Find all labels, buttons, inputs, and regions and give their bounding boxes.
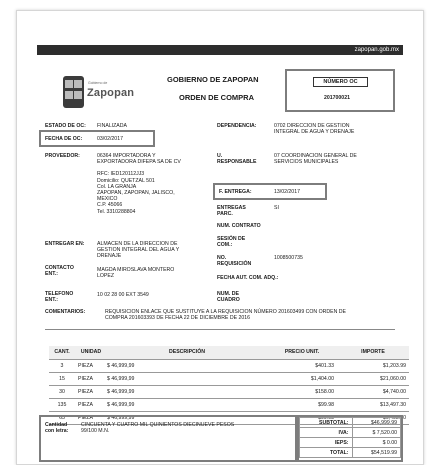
telefono-label: TELEFONO ENT.: <box>45 291 74 304</box>
cell-unidad: PIEZA <box>75 411 107 424</box>
totals-box <box>297 415 403 462</box>
totals-row <box>300 438 401 448</box>
total-label: TOTAL: <box>300 448 353 458</box>
table-row <box>49 385 409 398</box>
entregar-value: ALMACEN DE LA DIRECCION DE GESTION INTEGRAL DEL AGUA Y DRENAJE <box>97 241 180 260</box>
estado-label: ESTADO DE OC: <box>45 123 86 129</box>
fecha-label: FECHA DE OC: <box>45 136 83 142</box>
col-cantidad: CANT. <box>49 346 75 359</box>
estado-value: FINALIZADA <box>97 123 127 129</box>
iva-value: $ 7,520.00 <box>352 428 400 438</box>
cell-descripcion: $ 46,999,99 <box>107 359 267 372</box>
comentarios-value: REQUISICION ENLACE QUE SUSTITUYE A LA REQUISICION NÚMERO 201603499 CON ORDEN DE COMPRA 201603393 DE FECHA 22 DE DICIEMBRE DE 2016 <box>105 309 346 322</box>
cell-importe: $13,497.30 <box>337 398 409 411</box>
cell-cant: 135 <box>49 398 75 411</box>
cell-precio: $401.33 <box>267 359 337 372</box>
order-number-value: 201700021 <box>324 95 350 101</box>
logo-small-text: Gobierno de <box>88 81 108 85</box>
gov-title: GOBIERNO DE ZAPOPAN <box>167 75 259 84</box>
cell-descripcion: $ 46,999,99 <box>107 398 267 411</box>
parc-label: ENTREGAS PARC. <box>217 205 246 218</box>
coat-of-arms-icon <box>63 76 84 108</box>
subtotal-label: SUBTOTAL: <box>300 418 353 428</box>
fecha-aut-label: FECHA AUT. COM. ADQ.: <box>217 275 279 281</box>
dependencia-label: DEPENDENCIA: <box>217 123 257 129</box>
zapopan-logo <box>55 69 135 119</box>
logo-big-text: Zapopan <box>87 87 135 99</box>
cell-cant: 65 <box>49 411 75 424</box>
totals-row <box>300 448 401 458</box>
entrega-label: F. ENTREGA: <box>219 189 252 195</box>
cell-unidad: PIEZA <box>75 385 107 398</box>
responsable-value: 07 COORDINACION GENERAL DE SERVICIOS MUNICIPALES <box>274 153 357 166</box>
cell-precio: $158.00 <box>267 385 337 398</box>
parc-value: SI <box>274 205 279 211</box>
ieps-label: IEPS: <box>300 438 353 448</box>
cell-importe: $1,203.99 <box>337 359 409 372</box>
table-header-row <box>49 346 409 359</box>
table-row <box>49 372 409 385</box>
contrato-label: NUM. CONTRATO <box>217 223 261 229</box>
col-precio: PRECIO UNIT. <box>267 346 337 359</box>
totals-table <box>299 417 401 458</box>
cell-descripcion: $ 46,999,99 <box>107 385 267 398</box>
domain-text: zapopan.gob.mx <box>354 47 399 53</box>
cell-unidad: PIEZA <box>75 359 107 372</box>
sesion-label: SESIÓN DE COM.: <box>217 236 246 249</box>
subtotal-value: $46,999.99 <box>352 418 400 428</box>
items-table <box>49 346 409 425</box>
cell-unidad: PIEZA <box>75 398 107 411</box>
cuadro-label: NUM. DE CUADRO <box>217 291 240 304</box>
cell-precio: $99.98 <box>267 398 337 411</box>
entrega-value: 13/02/2017 <box>274 189 300 195</box>
col-descripcion: DESCRIPCIÓN <box>107 346 267 359</box>
cell-importe: $6,498.70 <box>337 411 409 424</box>
cell-cant: 3 <box>49 359 75 372</box>
doc-title: ORDEN DE COMPRA <box>179 93 255 102</box>
totals-row <box>300 418 401 428</box>
total-value: $54,519.99 <box>352 448 400 458</box>
responsable-label: U. RESPONSABLE <box>217 153 257 166</box>
contacto-value: MAGDA MIROSLAVA MONTERO LOPEZ <box>97 267 175 280</box>
document-page <box>16 10 424 465</box>
order-number-box <box>285 69 395 112</box>
domain-header-bar <box>37 45 403 55</box>
comentarios-label: COMENTARIOS: <box>45 309 86 315</box>
proveedor-label: PROVEEDOR: <box>45 153 80 159</box>
cell-descripcion: $ 46,999,99 <box>107 372 267 385</box>
table-row <box>49 398 409 411</box>
cell-cant: 30 <box>49 385 75 398</box>
cell-precio: $99.98 <box>267 411 337 424</box>
fecha-value: 03/02/2017 <box>97 136 123 142</box>
cantidad-value: CINCUENTA Y CUATRO MIL QUINIENTOS DIECINUEVE PESOS 99/100 M.N. <box>81 422 235 435</box>
telefono-value: 10 02 28 00 EXT 3549 <box>97 292 149 298</box>
contacto-label: CONTACTO ENT.: <box>45 265 74 278</box>
entregar-label: ENTREGAR EN: <box>45 241 85 247</box>
cell-precio: $1,404.00 <box>267 372 337 385</box>
totals-row <box>300 428 401 438</box>
cell-importe: $21,060.00 <box>337 372 409 385</box>
col-importe: IMPORTE <box>337 346 409 359</box>
cell-unidad: PIEZA <box>75 372 107 385</box>
table-row <box>49 359 409 372</box>
cantidad-letra-box <box>39 415 297 462</box>
cell-descripcion: $ 46,999,99 <box>107 411 267 424</box>
col-unidad: UNIDAD <box>75 346 107 359</box>
order-number-label: NÚMERO OC <box>313 77 368 87</box>
iva-label: IVA: <box>300 428 353 438</box>
cell-importe: $4,740.00 <box>337 385 409 398</box>
cantidad-label: Cantidad con letra: <box>45 422 69 435</box>
ieps-value: $ 0.00 <box>352 438 400 448</box>
proveedor-value: 06364 IMPORTADORA Y EXPORTADORA DIFEPA SA DE CV RFC: IED120112JJ3 Domicilio: QUETZAL 501 Col. LA GRANJA ZAPOPAN, ZAPOPAN, JALISCO, MEXICO C.P. 45066 Tel. 3310288804 <box>97 153 181 215</box>
requisicion-value: 1008500735 <box>274 255 303 261</box>
cell-cant: 15 <box>49 372 75 385</box>
separator <box>45 329 395 330</box>
requisicion-label: NO. REQUISICIÓN <box>217 255 252 268</box>
dependencia-value: 0702 DIRECCION DE GESTION INTEGRAL DE AGUA Y DRENAJE <box>274 123 355 136</box>
